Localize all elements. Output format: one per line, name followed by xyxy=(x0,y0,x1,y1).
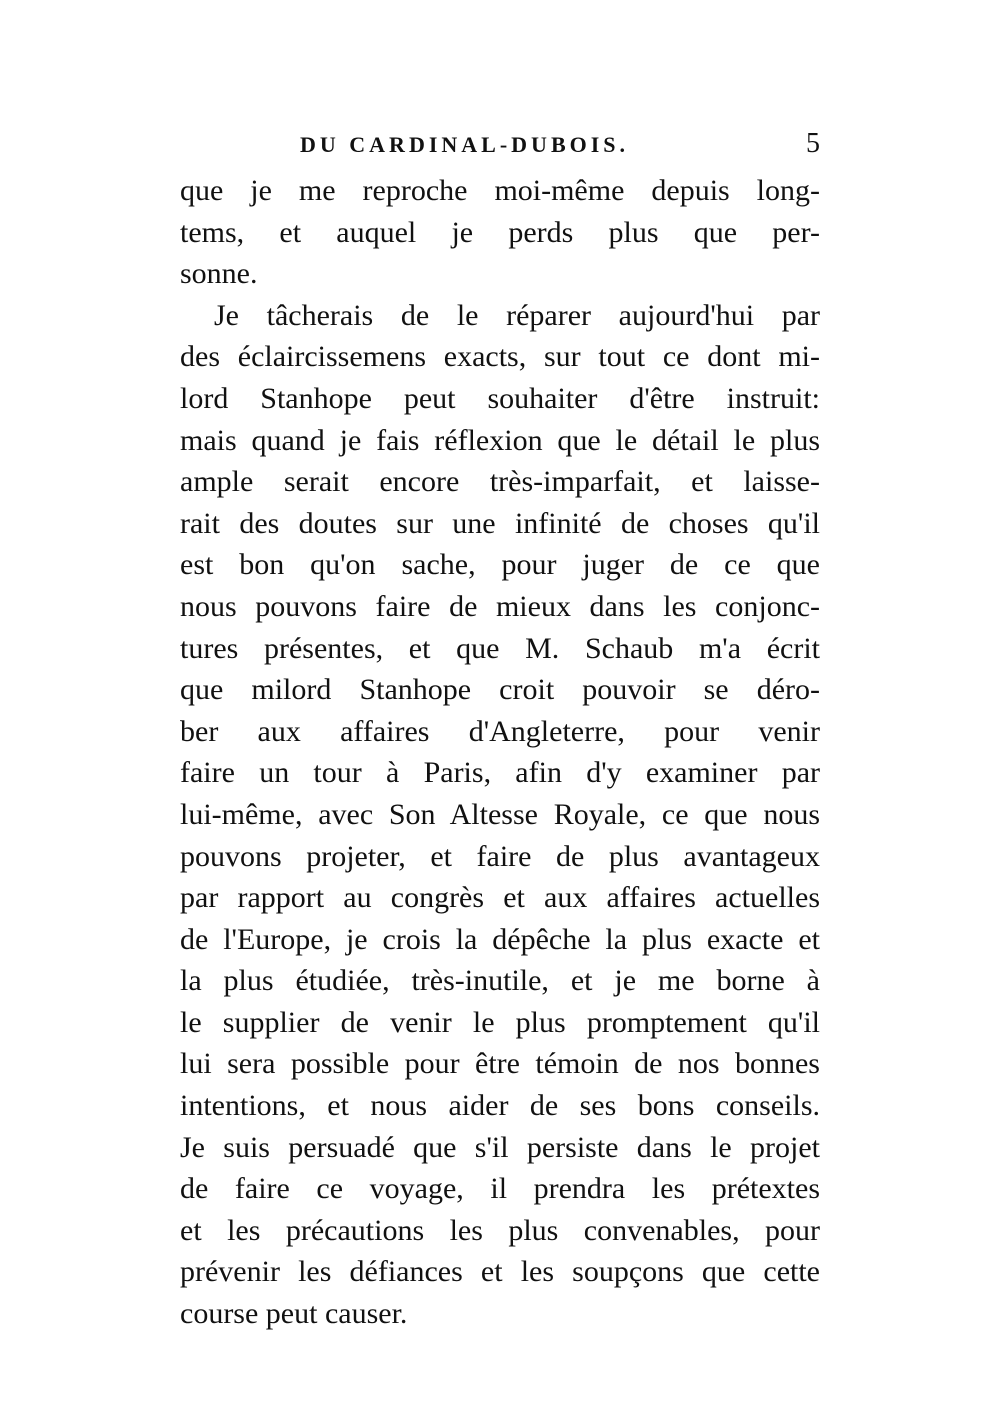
text-line: que je me reproche moi-même depuis long- xyxy=(180,174,820,207)
text-line: intentions, et nous aider de ses bons conseils. xyxy=(180,1089,820,1123)
text-line: tures présentes, et que M. Schaub m'a écrit xyxy=(180,631,820,665)
text-line: que milord Stanhope croit pouvoir se déro- xyxy=(180,673,820,707)
text-line: rait des doutes sur une infinité de choses qu'il xyxy=(180,506,820,540)
text-line: Je suis persuadé que s'il persiste dans le projet xyxy=(180,1130,820,1164)
text-line: prévenir les défiances et les soupçons que cette xyxy=(180,1255,820,1289)
text-line: mais quand je fais réflexion que le détail le plus xyxy=(180,423,820,457)
running-head xyxy=(300,128,820,162)
text-line: de faire ce voyage, il prendra les prétextes xyxy=(180,1172,820,1206)
text-line: le supplier de venir le plus promptement qu'il xyxy=(180,1005,820,1039)
body-text xyxy=(180,170,820,1335)
text-line: lui sera possible pour être témoin de nos bonnes xyxy=(180,1047,820,1081)
text-line: ber aux affaires d'Angleterre, pour venir xyxy=(180,714,820,748)
page-number: 5 xyxy=(806,128,820,159)
running-head-title: DU CARDINAL-DUBOIS. xyxy=(300,132,630,157)
text-line: Je tâcherais de le réparer aujourd'hui par xyxy=(214,298,820,332)
text-line: pouvons projeter, et faire de plus avantageux xyxy=(180,839,820,873)
text-line: lui-même, avec Son Altesse Royale, ce que nous xyxy=(180,797,820,831)
text-line: et les précautions les plus convenables, pour xyxy=(180,1213,820,1247)
text-line: de l'Europe, je crois la dépêche la plus exacte et xyxy=(180,922,820,956)
text-line: est bon qu'on sache, pour juger de ce que xyxy=(180,548,820,582)
text-line: lord Stanhope peut souhaiter d'être instruit: xyxy=(180,381,820,415)
text-line: sonne. xyxy=(180,257,258,291)
text-line: ample serait encore très-imparfait, et laisse- xyxy=(180,465,820,499)
text-line: course peut causer. xyxy=(180,1297,408,1331)
text-line: par rapport au congrès et aux affaires actuelles xyxy=(180,881,820,915)
text-line: nous pouvons faire de mieux dans les conjonc- xyxy=(180,589,820,623)
text-line: tems, et auquel je perds plus que per- xyxy=(180,215,820,249)
text-line: faire un tour à Paris, afin d'y examiner par xyxy=(180,756,820,790)
text-line: la plus étudiée, très-inutile, et je me borne à xyxy=(180,964,820,998)
text-line: des éclaircissemens exacts, sur tout ce dont mi- xyxy=(180,340,820,374)
